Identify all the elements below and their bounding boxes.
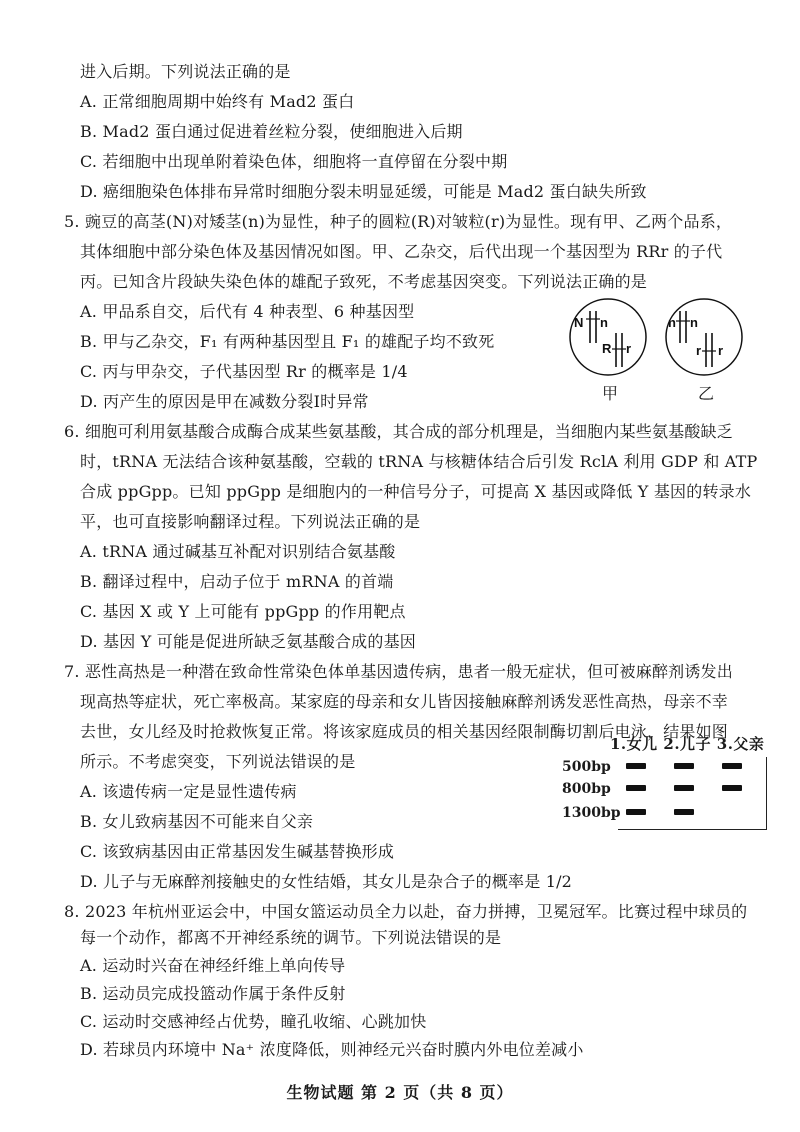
option-b: B. Mad2 蛋白通过促进着丝粒分裂，使细胞进入后期	[80, 122, 463, 141]
size-label-1300: 1300bp	[562, 805, 621, 821]
question-5-stem: 其体细胞中部分染色体及基因情况如图。甲、乙杂交，后代出现一个基因型为 RRr 的子代	[80, 242, 723, 261]
question-6-stem: 6. 细胞可利用氨基酸合成酶合成某些氨基酸，其合成的部分机理是，当细胞内某些氨基酸缺乏	[64, 422, 733, 441]
option-d: D. 儿子与无麻醉剂接触史的女性结婚，其女儿是杂合子的概率是 1/2	[80, 872, 573, 891]
gene-label: N	[574, 315, 584, 330]
option-b: B. 运动员完成投篮动作属于条件反射	[80, 984, 346, 1003]
gel-band	[722, 763, 742, 769]
question-5-stem: 丙。已知含片段缺失染色体的雄配子致死，不考虑基因突变。下列说法正确的是	[80, 272, 648, 291]
option-a: A. 该遗传病一定是显性遗传病	[80, 782, 297, 801]
option-c: C. 基因 X 或 Y 上可能有 ppGpp 的作用靶点	[80, 602, 406, 621]
gene-label: r	[718, 343, 724, 358]
chromosome-cells-diagram	[568, 297, 746, 401]
question-6-stem: 合成 ppGpp。已知 ppGpp 是细胞内的一种信号分子，可提高 X 基因或降低 Y 基因的转录水	[80, 482, 752, 501]
option-a: A. 正常细胞周期中始终有 Mad2 蛋白	[80, 92, 355, 111]
option-c: C. 若细胞中出现单附着染色体，细胞将一直停留在分裂中期	[80, 152, 508, 171]
option-b: B. 女儿致病基因不可能来自父亲	[80, 812, 314, 831]
option-c: C. 丙与甲杂交，子代基因型 Rr 的概率是 1/4	[80, 362, 408, 381]
gene-label: R	[602, 341, 612, 356]
question-8-stem: 每一个动作，都离不开神经系统的调节。下列说法错误的是	[80, 928, 502, 947]
option-d: D. 基因 Y 可能是促进所缺乏氨基酸合成的基因	[80, 632, 416, 651]
question-7-stem: 去世，女儿经及时抢救恢复正常。将该家庭成员的相关基因经限制酶切割后电泳，结果如图	[80, 722, 729, 741]
question-6-stem: 时，tRNA 无法结合该种氨基酸，空载的 tRNA 与核糖体结合后引发 RclA 利用 GDP 和 ATP	[80, 452, 758, 471]
gene-label: n	[668, 315, 676, 330]
gene-label: r	[626, 341, 632, 356]
size-label-800: 800bp	[562, 781, 611, 797]
option-d: D. 若球员内环境中 Na⁺ 浓度降低，则神经元兴奋时膜内外电位差减小	[80, 1040, 584, 1059]
option-b: B. 甲与乙杂交，F₁ 有两种基因型且 F₁ 的雄配子均不致死	[80, 332, 495, 351]
page-footer: 生物试题 第 2 页（共 8 页）	[286, 1083, 514, 1102]
gel-lane-header: 1.女儿 2.儿子 3.父亲	[610, 735, 765, 753]
gene-label: n	[600, 315, 608, 330]
question-7-stem: 所示。不考虑突变，下列说法错误的是	[80, 752, 356, 771]
gel-band	[674, 785, 694, 791]
option-d: D. 丙产生的原因是甲在减数分裂Ⅰ时异常	[80, 392, 369, 411]
option-b: B. 翻译过程中，启动子位于 mRNA 的首端	[80, 572, 394, 591]
text-line: 进入后期。下列说法正确的是	[80, 62, 291, 81]
size-label-500: 500bp	[562, 759, 611, 775]
gel-band	[626, 809, 646, 815]
option-c: C. 该致病基因由正常基因发生碱基替换形成	[80, 842, 395, 861]
gene-label: n	[690, 315, 698, 330]
cell-label-jia: 甲	[602, 384, 619, 403]
electrophoresis-figure	[562, 733, 774, 833]
option-d: D. 癌细胞染色体排布异常时细胞分裂未明显延缓，可能是 Mad2 蛋白缺失所致	[80, 182, 647, 201]
option-a: A. 运动时兴奋在神经纤维上单向传导	[80, 956, 346, 975]
question-6-stem: 平，也可直接影响翻译过程。下列说法正确的是	[80, 512, 421, 531]
chromosome-figure	[568, 297, 746, 401]
gel-band	[626, 763, 646, 769]
question-5-stem: 5. 豌豆的高茎(N)对矮茎(n)为显性，种子的圆粒(R)对皱粒(r)为显性。现有甲、乙两个品系，	[64, 212, 733, 231]
gene-label: r	[696, 343, 702, 358]
gel-band	[674, 763, 694, 769]
question-7-stem: 现高热等症状，死亡率极高。某家庭的母亲和女儿皆因接触麻醉剂诱发恶性高热，母亲不幸	[80, 692, 729, 711]
cell-label-yi: 乙	[698, 384, 715, 403]
option-c: C. 运动时交感神经占优势，瞳孔收缩、心跳加快	[80, 1012, 427, 1031]
question-7-stem: 7. 恶性高热是一种潜在致命性常染色体单基因遗传病，患者一般无症状，但可被麻醉剂诱发出	[64, 662, 733, 681]
question-8-stem: 8. 2023 年杭州亚运会中，中国女篮运动员全力以赴，奋力拼搏，卫冕冠军。比赛过程中球员的	[64, 902, 748, 921]
option-a: A. 甲品系自交，后代有 4 种表型、6 种基因型	[80, 302, 415, 321]
option-a: A. tRNA 通过碱基互补配对识别结合氨基酸	[80, 542, 396, 561]
gel-band	[626, 785, 646, 791]
gel-band	[722, 785, 742, 791]
gel-band	[674, 809, 694, 815]
